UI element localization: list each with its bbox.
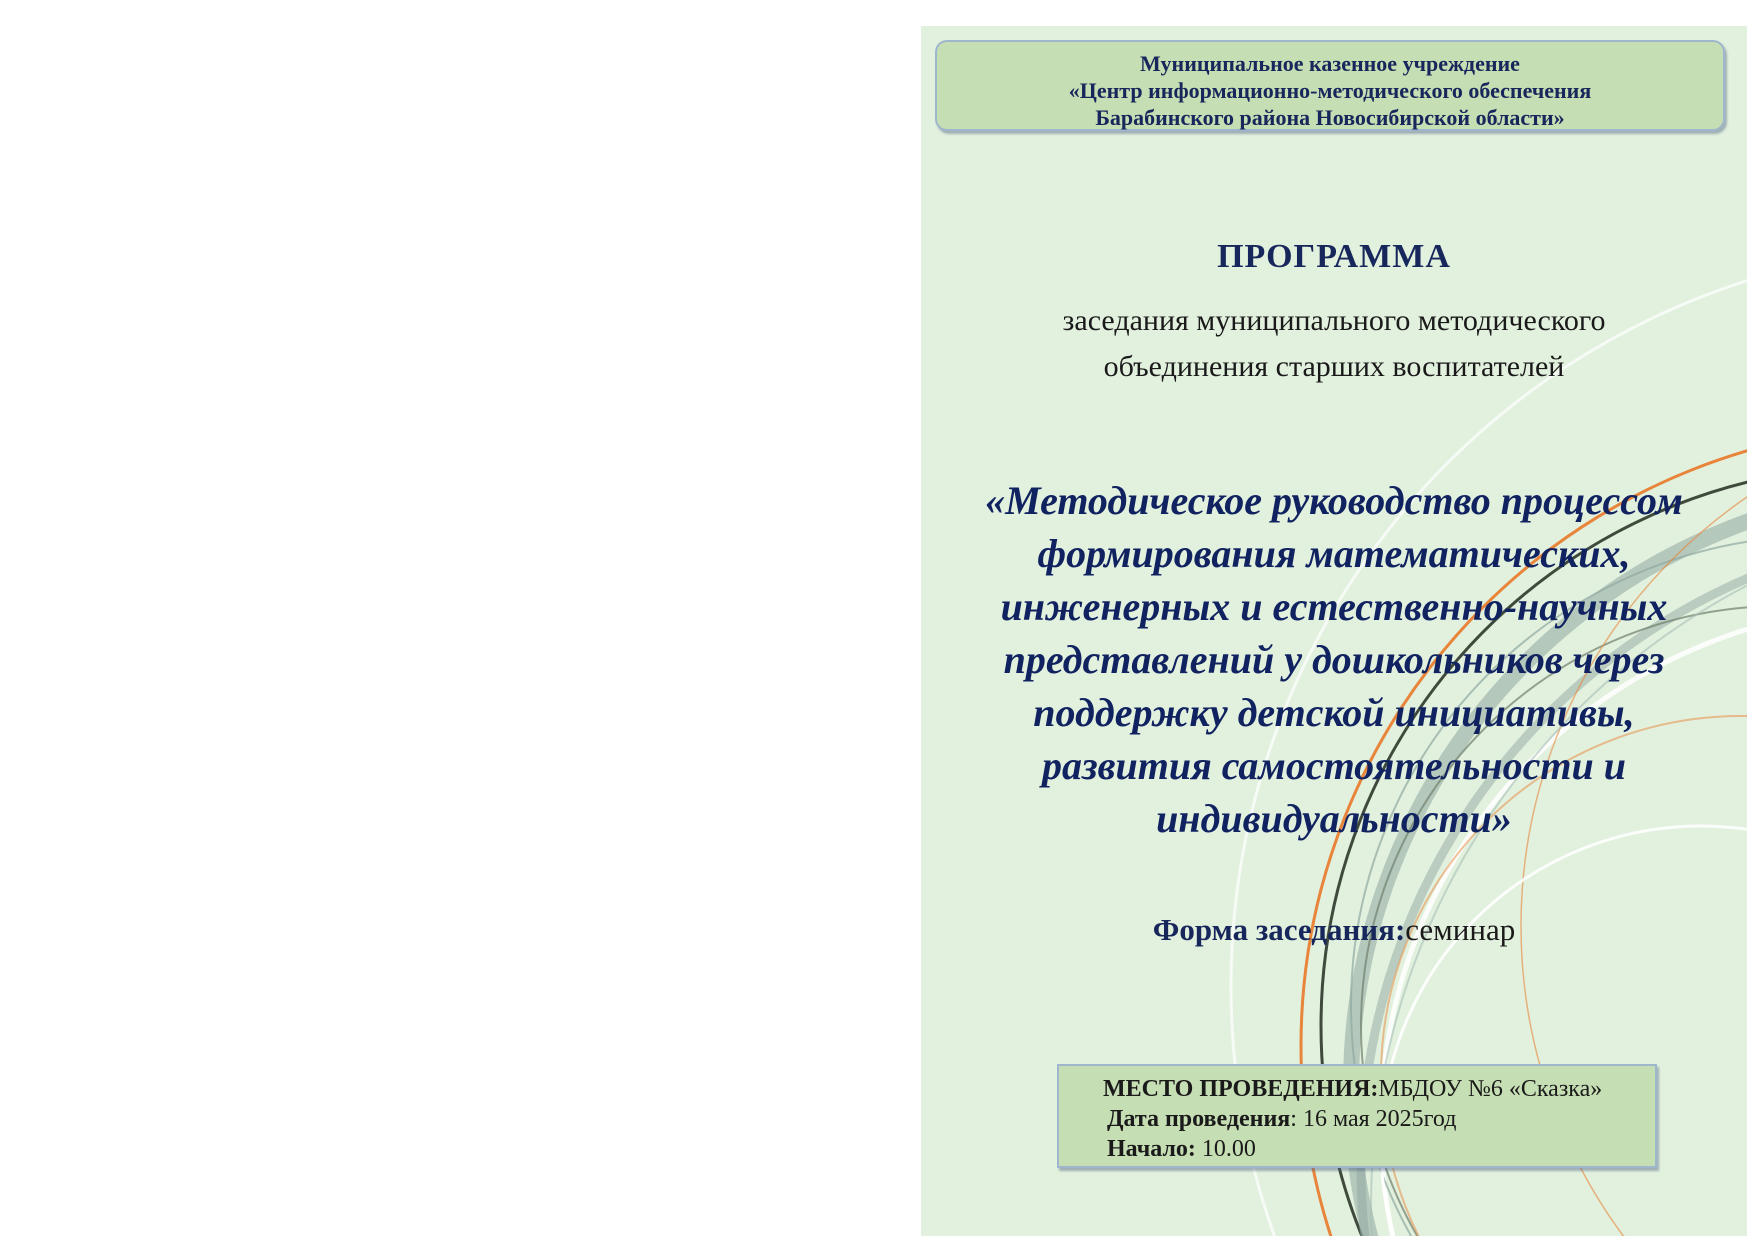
date-value: : 16 мая 2025год: [1290, 1106, 1457, 1132]
subtitle-line: объединения старших воспитателей: [1103, 350, 1565, 383]
start-time-label: Начало:: [1107, 1136, 1196, 1162]
program-title: ПРОГРАММА: [1217, 238, 1451, 275]
theme-line: поддержку детской инициативы,: [1033, 690, 1635, 735]
organization-line: «Центр информационно-методического обеспечения: [1068, 78, 1592, 103]
brochure-cover: [921, 26, 1747, 1236]
meeting-details-box: [1057, 1064, 1657, 1168]
meeting-form-label: Форма заседания:: [1152, 912, 1406, 947]
theme-line: формирования математических,: [1037, 531, 1631, 576]
theme-line: «Методическое руководство процессом: [985, 478, 1683, 523]
subtitle-line: заседания муниципального методического: [1062, 304, 1606, 337]
organization-line: Муниципальное казенное учреждение: [1140, 51, 1520, 76]
organization-header: [935, 40, 1725, 131]
theme-line: инженерных и естественно-научных: [1000, 584, 1668, 629]
start-time-row: [1103, 1134, 1655, 1164]
venue-row: [1103, 1074, 1655, 1104]
decorative-arc: [1381, 826, 1747, 1236]
start-time-value: 10.00: [1195, 1136, 1256, 1162]
date-row: [1103, 1104, 1655, 1134]
theme-line: индивидуальности»: [1156, 796, 1512, 841]
program-subtitle: [921, 298, 1747, 390]
organization-line: Барабинского района Новосибирской области»: [1095, 105, 1565, 130]
theme-line: представлений у дошкольников через: [1003, 637, 1665, 682]
date-label: Дата проведения: [1107, 1106, 1291, 1132]
venue-label: МЕСТО ПРОВЕДЕНИЯ:: [1103, 1076, 1379, 1102]
meeting-theme: [921, 474, 1747, 845]
meeting-form-value: семинар: [1405, 912, 1516, 947]
meeting-form: [921, 912, 1747, 948]
venue-value: МБДОУ №6 «Сказка»: [1378, 1076, 1603, 1102]
theme-line: развития самостоятельности и: [1042, 743, 1626, 788]
